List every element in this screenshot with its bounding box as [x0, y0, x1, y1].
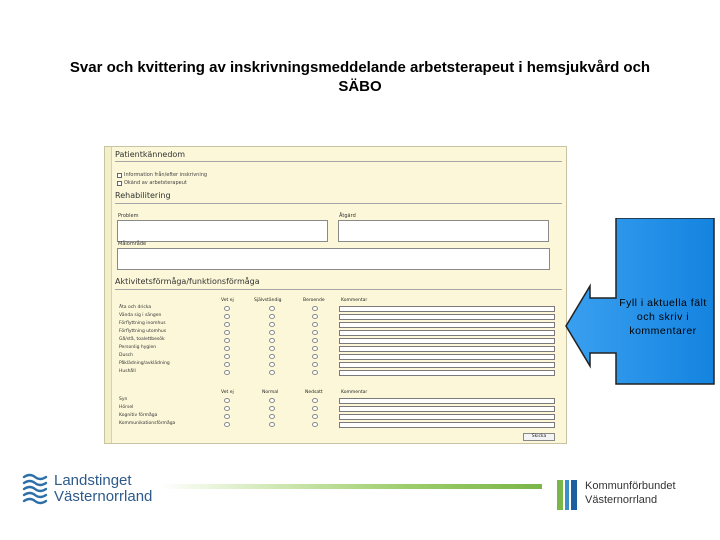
row-label: Förflyttning utomhus: [119, 329, 167, 334]
logo-left-line2: Västernorrland: [54, 488, 153, 505]
row-label: Hushåll: [119, 369, 136, 374]
radio-button[interactable]: [224, 362, 230, 367]
radio-button[interactable]: [312, 314, 318, 319]
radio-button[interactable]: [224, 322, 230, 327]
comment-field[interactable]: [339, 354, 555, 360]
col-nedsatt: Nedsatt: [305, 390, 323, 395]
comment-field[interactable]: [339, 362, 555, 368]
logo-stripe: [565, 480, 569, 510]
divider: [115, 203, 562, 204]
radio-button[interactable]: [224, 406, 230, 411]
radio-button[interactable]: [224, 422, 230, 427]
logo-kommunforbundet: [557, 478, 707, 514]
checkbox-row[interactable]: [117, 172, 207, 178]
comment-field[interactable]: [339, 314, 555, 320]
row-label: Påklädning/avklädning: [119, 361, 170, 366]
logo-stripe: [557, 480, 563, 510]
radio-button[interactable]: [224, 354, 230, 359]
radio-button[interactable]: [269, 370, 275, 375]
comment-field[interactable]: [339, 306, 555, 312]
radio-button[interactable]: [312, 422, 318, 427]
col-vet-ej: Vet ej: [221, 390, 234, 395]
problem-textarea[interactable]: [117, 220, 328, 242]
logo-landstinget: [22, 473, 172, 509]
form-screenshot: [104, 146, 567, 444]
radio-button[interactable]: [312, 338, 318, 343]
row-label: Kommunikationsförmåga: [119, 421, 176, 426]
radio-button[interactable]: [269, 398, 275, 403]
comment-field[interactable]: [339, 338, 555, 344]
radio-button[interactable]: [224, 346, 230, 351]
green-divider-bar: [160, 484, 542, 489]
radio-button[interactable]: [312, 346, 318, 351]
checkbox[interactable]: [117, 173, 122, 178]
checkbox-label: Okänd av arbetsterapeut: [124, 180, 187, 186]
callout-text: Fyll i aktuella fält och skriv i kommentarer: [619, 297, 707, 337]
radio-button[interactable]: [269, 362, 275, 367]
radio-button[interactable]: [224, 330, 230, 335]
row-label: Dusch: [119, 353, 133, 358]
label-malomrade: Målområde: [118, 241, 147, 247]
divider: [115, 161, 562, 162]
col-vet-ej: Vet ej: [221, 298, 234, 303]
radio-button[interactable]: [269, 406, 275, 411]
radio-button[interactable]: [312, 330, 318, 335]
row-label: Gå/stå, toalettbesök: [119, 337, 165, 342]
comment-field[interactable]: [339, 422, 555, 428]
radio-button[interactable]: [312, 322, 318, 327]
radio-button[interactable]: [269, 306, 275, 311]
radio-button[interactable]: [224, 314, 230, 319]
row-label: Hörsel: [119, 405, 134, 410]
row-label: Syn: [119, 397, 128, 402]
radio-button[interactable]: [224, 306, 230, 311]
col-normal: Normal: [262, 390, 279, 395]
form-left-border: [105, 147, 112, 443]
atgard-textarea[interactable]: [338, 220, 549, 242]
comment-field[interactable]: [339, 406, 555, 412]
radio-button[interactable]: [224, 398, 230, 403]
malomrade-textarea[interactable]: [117, 248, 550, 270]
radio-button[interactable]: [269, 338, 275, 343]
radio-button[interactable]: [224, 414, 230, 419]
section-aktivitetsformaga: Aktivitetsförmåga/funktionsförmåga: [115, 277, 260, 286]
radio-button[interactable]: [312, 414, 318, 419]
radio-button[interactable]: [269, 414, 275, 419]
radio-button[interactable]: [312, 354, 318, 359]
comment-field[interactable]: [339, 398, 555, 404]
comment-field[interactable]: [339, 414, 555, 420]
row-label: Vända sig i sängen: [119, 313, 162, 318]
col-kommentar: Kommentar: [341, 390, 368, 395]
divider: [115, 289, 562, 290]
slide-title: Svar och kvittering av inskrivningsmeddelande arbetsterapeut i hemsjukvård och SÄBO: [69, 59, 651, 95]
radio-button[interactable]: [224, 338, 230, 343]
col-kommentar: Kommentar: [341, 298, 368, 303]
radio-button[interactable]: [312, 306, 318, 311]
logo-left-line1: Landstinget: [54, 472, 132, 489]
section-rehabilitering: Rehabilitering: [115, 191, 171, 200]
col-sjalvstandig: Självständig: [254, 298, 282, 303]
col-beroende: Beroende: [303, 298, 325, 303]
radio-button[interactable]: [269, 354, 275, 359]
radio-button[interactable]: [312, 398, 318, 403]
radio-button[interactable]: [269, 322, 275, 327]
radio-button[interactable]: [224, 370, 230, 375]
radio-button[interactable]: [312, 362, 318, 367]
radio-button[interactable]: [269, 346, 275, 351]
comment-field[interactable]: [339, 346, 555, 352]
checkbox[interactable]: [117, 181, 122, 186]
radio-button[interactable]: [312, 370, 318, 375]
row-label: Personlig hygien: [119, 345, 157, 350]
comment-field[interactable]: [339, 330, 555, 336]
row-label: Äta och dricka: [119, 305, 152, 310]
radio-button[interactable]: [312, 406, 318, 411]
logo-right-line2: Västernorrland: [585, 494, 658, 506]
logo-right-line1: Kommunförbundet: [585, 480, 676, 492]
logo-stripe: [571, 480, 577, 510]
radio-button[interactable]: [269, 314, 275, 319]
send-button[interactable]: Skicka: [523, 433, 555, 441]
wave-logo-icon: [22, 473, 48, 507]
row-label: Kognitiv förmåga: [119, 413, 158, 418]
checkbox-row[interactable]: [117, 180, 187, 186]
checkbox-label: Information från/efter inskrivning: [124, 172, 208, 178]
label-atgard: Åtgärd: [339, 213, 356, 219]
row-label: Förflyttning inomhus: [119, 321, 166, 326]
comment-field[interactable]: [339, 370, 555, 376]
label-problem: Problem: [118, 213, 139, 219]
radio-button[interactable]: [269, 422, 275, 427]
radio-button[interactable]: [269, 330, 275, 335]
comment-field[interactable]: [339, 322, 555, 328]
section-patientkannedom: Patientkännedom: [115, 150, 186, 159]
